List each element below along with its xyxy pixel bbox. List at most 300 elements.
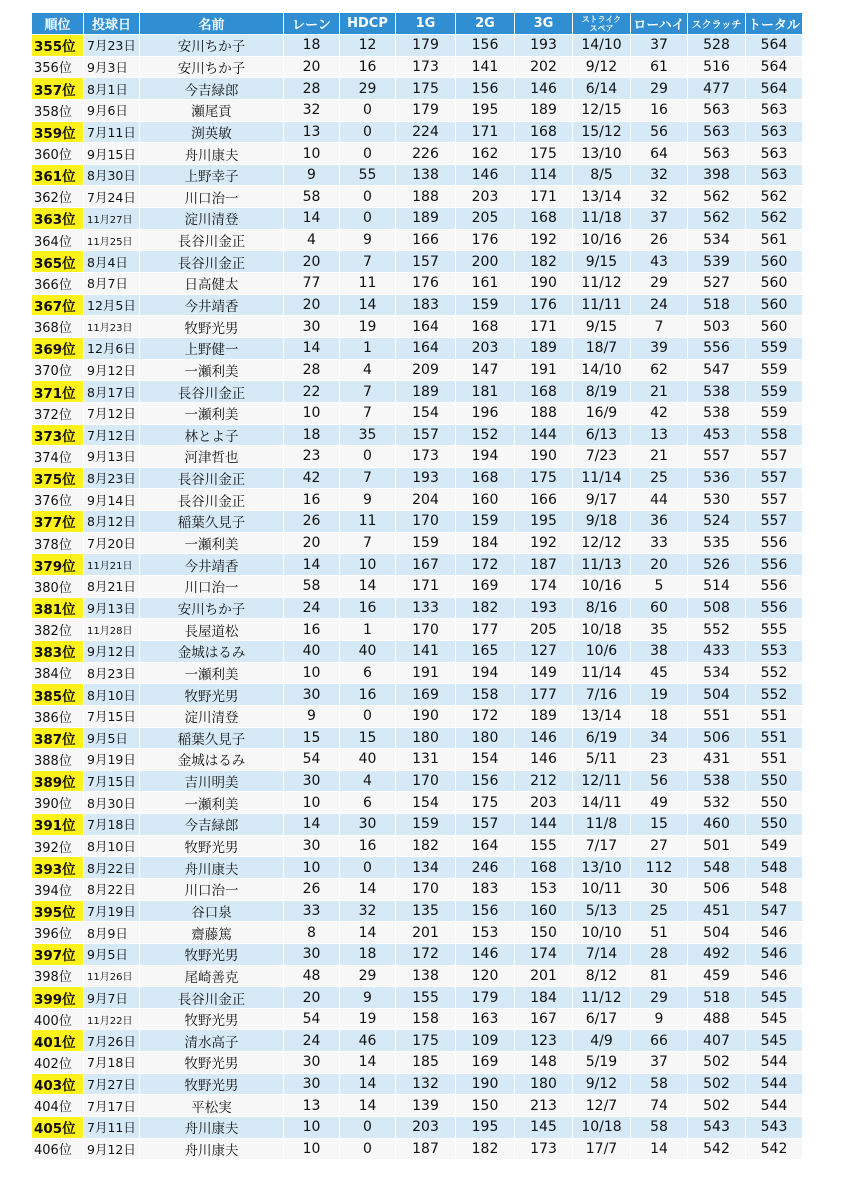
lowhigh-cell: 43: [631, 251, 688, 273]
game2-cell: 159: [456, 294, 515, 316]
game2-cell: 165: [456, 640, 515, 662]
lane-cell: 24: [284, 597, 340, 619]
total-cell: 553: [746, 640, 803, 662]
game3-cell: 173: [515, 1138, 573, 1160]
game1-cell: 171: [396, 576, 456, 598]
table-row: [32, 532, 803, 554]
header-lowhigh: ローハイ: [631, 13, 688, 35]
name-cell: 稲葉久見子: [140, 727, 284, 749]
game3-cell: 201: [515, 965, 573, 987]
game1-cell: 170: [396, 619, 456, 641]
game1-cell: 167: [396, 554, 456, 576]
lowhigh-cell: 51: [631, 922, 688, 944]
scratch-cell: 477: [688, 78, 746, 100]
lane-cell: 33: [284, 900, 340, 922]
header-strike-spare: [573, 13, 631, 35]
rank-cell: 390位: [32, 792, 84, 814]
game1-cell: 183: [396, 294, 456, 316]
hdcp-cell: 9: [340, 987, 396, 1009]
name-cell: 牧野光男: [140, 684, 284, 706]
lane-cell: 10: [284, 792, 340, 814]
lowhigh-cell: 32: [631, 164, 688, 186]
game1-cell: 131: [396, 749, 456, 771]
game2-cell: 205: [456, 208, 515, 230]
rank-cell: 377位: [32, 511, 84, 533]
game1-cell: 141: [396, 640, 456, 662]
lowhigh-cell: 15: [631, 814, 688, 836]
rank-cell: 401位: [32, 1030, 84, 1052]
total-cell: 556: [746, 554, 803, 576]
rank-cell: 356位: [32, 56, 84, 78]
table-row: [32, 965, 803, 987]
total-cell: 548: [746, 857, 803, 879]
name-cell: 牧野光男: [140, 1052, 284, 1074]
lane-cell: 40: [284, 640, 340, 662]
game1-cell: 189: [396, 208, 456, 230]
lane-cell: 15: [284, 727, 340, 749]
total-cell: 552: [746, 662, 803, 684]
hdcp-cell: 1: [340, 337, 396, 359]
table-row: [32, 99, 803, 121]
table-row: [32, 597, 803, 619]
lowhigh-cell: 24: [631, 294, 688, 316]
game2-cell: 172: [456, 705, 515, 727]
game1-cell: 185: [396, 1052, 456, 1074]
game1-cell: 154: [396, 402, 456, 424]
lowhigh-cell: 42: [631, 402, 688, 424]
date-cell: 8月23日: [84, 662, 140, 684]
strike-spare-cell: 13/10: [573, 857, 631, 879]
rank-cell: 397位: [32, 943, 84, 965]
date-cell: 11月28日: [84, 619, 140, 641]
game3-cell: 203: [515, 792, 573, 814]
total-cell: 545: [746, 987, 803, 1009]
lane-cell: 26: [284, 511, 340, 533]
strike-spare-cell: 6/19: [573, 727, 631, 749]
game3-cell: 213: [515, 1095, 573, 1117]
lowhigh-cell: 13: [631, 424, 688, 446]
rank-cell: 391位: [32, 814, 84, 836]
total-cell: 545: [746, 1030, 803, 1052]
total-cell: 546: [746, 943, 803, 965]
game1-cell: 164: [396, 316, 456, 338]
game1-cell: 157: [396, 251, 456, 273]
total-cell: 551: [746, 727, 803, 749]
name-cell: 一瀬利美: [140, 359, 284, 381]
lowhigh-cell: 7: [631, 316, 688, 338]
scratch-cell: 535: [688, 532, 746, 554]
lowhigh-cell: 26: [631, 229, 688, 251]
lowhigh-cell: 35: [631, 619, 688, 641]
scratch-cell: 503: [688, 316, 746, 338]
game3-cell: 123: [515, 1030, 573, 1052]
game3-cell: 187: [515, 554, 573, 576]
lowhigh-cell: 49: [631, 792, 688, 814]
total-cell: 551: [746, 705, 803, 727]
strike-spare-cell: 12/11: [573, 770, 631, 792]
lane-cell: 20: [284, 294, 340, 316]
name-cell: 上野健一: [140, 337, 284, 359]
name-cell: 今吉緑郎: [140, 78, 284, 100]
table-row: [32, 727, 803, 749]
total-cell: 558: [746, 424, 803, 446]
scratch-cell: 504: [688, 922, 746, 944]
table-row: [32, 186, 803, 208]
game1-cell: 203: [396, 1117, 456, 1139]
table-row: [32, 792, 803, 814]
game3-cell: 168: [515, 857, 573, 879]
hdcp-cell: 16: [340, 597, 396, 619]
game2-cell: 182: [456, 1138, 515, 1160]
lane-cell: 26: [284, 878, 340, 900]
game2-cell: 171: [456, 121, 515, 143]
game1-cell: 133: [396, 597, 456, 619]
lane-cell: 10: [284, 662, 340, 684]
lowhigh-cell: 66: [631, 1030, 688, 1052]
hdcp-cell: 16: [340, 684, 396, 706]
hdcp-cell: 4: [340, 359, 396, 381]
game2-cell: 158: [456, 684, 515, 706]
lowhigh-cell: 32: [631, 186, 688, 208]
strike-spare-cell: 9/12: [573, 1073, 631, 1095]
header-lane: レーン: [284, 13, 340, 35]
game2-cell: 152: [456, 424, 515, 446]
strike-spare-cell: 11/14: [573, 662, 631, 684]
total-cell: 563: [746, 143, 803, 165]
lane-cell: 30: [284, 770, 340, 792]
lowhigh-cell: 37: [631, 1052, 688, 1074]
game1-cell: 209: [396, 359, 456, 381]
total-cell: 542: [746, 1138, 803, 1160]
date-cell: 7月27日: [84, 1073, 140, 1095]
lowhigh-cell: 58: [631, 1073, 688, 1095]
strike-spare-cell: 18/7: [573, 337, 631, 359]
game2-cell: 177: [456, 619, 515, 641]
rank-cell: 363位: [32, 208, 84, 230]
table-row: [32, 554, 803, 576]
table-row: [32, 900, 803, 922]
game1-cell: 179: [396, 35, 456, 57]
game1-cell: 226: [396, 143, 456, 165]
hdcp-cell: 0: [340, 1138, 396, 1160]
total-cell: 550: [746, 814, 803, 836]
table-row: [32, 446, 803, 468]
total-cell: 543: [746, 1117, 803, 1139]
lowhigh-cell: 74: [631, 1095, 688, 1117]
total-cell: 564: [746, 35, 803, 57]
date-cell: 8月17日: [84, 381, 140, 403]
lowhigh-cell: 58: [631, 1117, 688, 1139]
game3-cell: 149: [515, 662, 573, 684]
strike-spare-cell: 14/10: [573, 35, 631, 57]
scratch-cell: 563: [688, 143, 746, 165]
lowhigh-cell: 19: [631, 684, 688, 706]
game3-cell: 146: [515, 727, 573, 749]
rank-cell: 366位: [32, 273, 84, 295]
hdcp-cell: 0: [340, 446, 396, 468]
game2-cell: 120: [456, 965, 515, 987]
lane-cell: 28: [284, 359, 340, 381]
lane-cell: 18: [284, 35, 340, 57]
total-cell: 548: [746, 878, 803, 900]
game2-cell: 172: [456, 554, 515, 576]
total-cell: 555: [746, 619, 803, 641]
strike-spare-cell: 10/16: [573, 229, 631, 251]
game1-cell: 193: [396, 467, 456, 489]
name-cell: 長谷川金正: [140, 987, 284, 1009]
lane-cell: 9: [284, 705, 340, 727]
rank-cell: 400位: [32, 1008, 84, 1030]
name-cell: 齋藤篤: [140, 922, 284, 944]
game3-cell: 190: [515, 446, 573, 468]
game2-cell: 154: [456, 749, 515, 771]
table-row: [32, 878, 803, 900]
date-cell: 7月23日: [84, 35, 140, 57]
game3-cell: 127: [515, 640, 573, 662]
total-cell: 557: [746, 446, 803, 468]
hdcp-cell: 7: [340, 402, 396, 424]
rank-cell: 392位: [32, 835, 84, 857]
scratch-cell: 542: [688, 1138, 746, 1160]
lane-cell: 32: [284, 99, 340, 121]
strike-spare-cell: 14/11: [573, 792, 631, 814]
game2-cell: 160: [456, 489, 515, 511]
scratch-cell: 514: [688, 576, 746, 598]
game3-cell: 168: [515, 208, 573, 230]
game3-cell: 155: [515, 835, 573, 857]
header-total: トータル: [746, 13, 803, 35]
table-row: [32, 1052, 803, 1074]
name-cell: 長谷川金正: [140, 251, 284, 273]
rank-cell: 361位: [32, 164, 84, 186]
hdcp-cell: 32: [340, 900, 396, 922]
rank-cell: 403位: [32, 1073, 84, 1095]
game2-cell: 203: [456, 337, 515, 359]
game3-cell: 146: [515, 78, 573, 100]
date-cell: 12月6日: [84, 337, 140, 359]
table-row: [32, 619, 803, 641]
scratch-cell: 518: [688, 294, 746, 316]
name-cell: 今井靖香: [140, 554, 284, 576]
date-cell: 12月5日: [84, 294, 140, 316]
scratch-cell: 534: [688, 662, 746, 684]
scratch-cell: 548: [688, 857, 746, 879]
strike-spare-cell: 8/12: [573, 965, 631, 987]
strike-spare-cell: 5/13: [573, 900, 631, 922]
name-cell: 渕英敏: [140, 121, 284, 143]
date-cell: 9月3日: [84, 56, 140, 78]
date-cell: 7月24日: [84, 186, 140, 208]
game1-cell: 204: [396, 489, 456, 511]
game2-cell: 182: [456, 597, 515, 619]
game1-cell: 173: [396, 56, 456, 78]
game3-cell: 176: [515, 294, 573, 316]
name-cell: 金城はるみ: [140, 749, 284, 771]
lane-cell: 16: [284, 619, 340, 641]
strike-spare-cell: 16/9: [573, 402, 631, 424]
lowhigh-cell: 5: [631, 576, 688, 598]
table-row: [32, 943, 803, 965]
scratch-cell: 526: [688, 554, 746, 576]
date-cell: 7月12日: [84, 402, 140, 424]
table-row: [32, 684, 803, 706]
game3-cell: 146: [515, 749, 573, 771]
hdcp-cell: 40: [340, 749, 396, 771]
total-cell: 544: [746, 1073, 803, 1095]
hdcp-cell: 12: [340, 35, 396, 57]
scratch-cell: 451: [688, 900, 746, 922]
game3-cell: 193: [515, 35, 573, 57]
date-cell: 9月19日: [84, 749, 140, 771]
game3-cell: 212: [515, 770, 573, 792]
name-cell: 長谷川金正: [140, 381, 284, 403]
scratch-cell: 502: [688, 1073, 746, 1095]
game3-cell: 190: [515, 273, 573, 295]
game3-cell: 205: [515, 619, 573, 641]
total-cell: 560: [746, 273, 803, 295]
game3-cell: 202: [515, 56, 573, 78]
hdcp-cell: 14: [340, 878, 396, 900]
table-row: [32, 164, 803, 186]
date-cell: 9月15日: [84, 143, 140, 165]
date-cell: 8月1日: [84, 78, 140, 100]
total-cell: 563: [746, 99, 803, 121]
name-cell: 川口治一: [140, 878, 284, 900]
date-cell: 9月12日: [84, 1138, 140, 1160]
total-cell: 544: [746, 1095, 803, 1117]
lowhigh-cell: 21: [631, 381, 688, 403]
game2-cell: 147: [456, 359, 515, 381]
lowhigh-cell: 36: [631, 511, 688, 533]
table-row: [32, 749, 803, 771]
table-row: [32, 294, 803, 316]
game3-cell: 166: [515, 489, 573, 511]
game2-cell: 179: [456, 987, 515, 1009]
rank-cell: 360位: [32, 143, 84, 165]
rank-cell: 355位: [32, 35, 84, 57]
strike-spare-cell: 7/14: [573, 943, 631, 965]
scratch-cell: 556: [688, 337, 746, 359]
game2-cell: 246: [456, 857, 515, 879]
date-cell: 8月22日: [84, 857, 140, 879]
game1-cell: 187: [396, 1138, 456, 1160]
total-cell: 559: [746, 402, 803, 424]
strike-spare-cell: 11/13: [573, 554, 631, 576]
scratch-cell: 527: [688, 273, 746, 295]
strike-spare-cell: 5/11: [573, 749, 631, 771]
total-cell: 550: [746, 792, 803, 814]
hdcp-cell: 0: [340, 705, 396, 727]
strike-spare-cell: 7/16: [573, 684, 631, 706]
rank-cell: 394位: [32, 878, 84, 900]
game3-cell: 189: [515, 337, 573, 359]
table-row: [32, 273, 803, 295]
total-cell: 556: [746, 532, 803, 554]
game1-cell: 179: [396, 99, 456, 121]
name-cell: 牧野光男: [140, 1073, 284, 1095]
name-cell: 舟川康夫: [140, 143, 284, 165]
game1-cell: 138: [396, 164, 456, 186]
rank-cell: 365位: [32, 251, 84, 273]
game3-cell: 193: [515, 597, 573, 619]
table-row: [32, 770, 803, 792]
game2-cell: 157: [456, 814, 515, 836]
scratch-cell: 557: [688, 446, 746, 468]
hdcp-cell: 14: [340, 576, 396, 598]
lowhigh-cell: 60: [631, 597, 688, 619]
hdcp-cell: 0: [340, 99, 396, 121]
rank-cell: 402位: [32, 1052, 84, 1074]
hdcp-cell: 0: [340, 1117, 396, 1139]
hdcp-cell: 0: [340, 208, 396, 230]
strike-spare-cell: 9/15: [573, 316, 631, 338]
lane-cell: 14: [284, 208, 340, 230]
scratch-cell: 501: [688, 835, 746, 857]
name-cell: 舟川康夫: [140, 1138, 284, 1160]
lowhigh-cell: 27: [631, 835, 688, 857]
scratch-cell: 536: [688, 467, 746, 489]
lowhigh-cell: 81: [631, 965, 688, 987]
game2-cell: 176: [456, 229, 515, 251]
table-row: [32, 121, 803, 143]
date-cell: 8月21日: [84, 576, 140, 598]
hdcp-cell: 14: [340, 1095, 396, 1117]
strike-spare-cell: 9/15: [573, 251, 631, 273]
scratch-cell: 398: [688, 164, 746, 186]
table-row: [32, 1138, 803, 1160]
strike-spare-cell: 12/15: [573, 99, 631, 121]
rank-cell: 384位: [32, 662, 84, 684]
game3-cell: 171: [515, 186, 573, 208]
scratch-cell: 518: [688, 987, 746, 1009]
game1-cell: 189: [396, 381, 456, 403]
strike-spare-cell: 6/17: [573, 1008, 631, 1030]
lane-cell: 30: [284, 316, 340, 338]
rank-cell: 357位: [32, 78, 84, 100]
rank-cell: 372位: [32, 402, 84, 424]
name-cell: 淀川清登: [140, 208, 284, 230]
total-cell: 559: [746, 337, 803, 359]
scratch-cell: 524: [688, 511, 746, 533]
rank-cell: 362位: [32, 186, 84, 208]
date-cell: 7月18日: [84, 814, 140, 836]
lane-cell: 14: [284, 337, 340, 359]
hdcp-cell: 55: [340, 164, 396, 186]
strike-spare-cell: 10/10: [573, 922, 631, 944]
scratch-cell: 538: [688, 770, 746, 792]
total-cell: 557: [746, 511, 803, 533]
lane-cell: 30: [284, 835, 340, 857]
name-cell: 上野幸子: [140, 164, 284, 186]
hdcp-cell: 14: [340, 922, 396, 944]
name-cell: 谷口泉: [140, 900, 284, 922]
date-cell: 8月10日: [84, 835, 140, 857]
scratch-cell: 508: [688, 597, 746, 619]
game2-cell: 146: [456, 943, 515, 965]
game1-cell: 170: [396, 878, 456, 900]
strike-spare-cell: 10/16: [573, 576, 631, 598]
name-cell: 牧野光男: [140, 943, 284, 965]
table-row: [32, 1073, 803, 1095]
game2-cell: 195: [456, 99, 515, 121]
total-cell: 559: [746, 359, 803, 381]
strike-spare-cell: 5/19: [573, 1052, 631, 1074]
lane-cell: 24: [284, 1030, 340, 1052]
date-cell: 9月12日: [84, 640, 140, 662]
total-cell: 549: [746, 835, 803, 857]
lowhigh-cell: 61: [631, 56, 688, 78]
game2-cell: 169: [456, 576, 515, 598]
